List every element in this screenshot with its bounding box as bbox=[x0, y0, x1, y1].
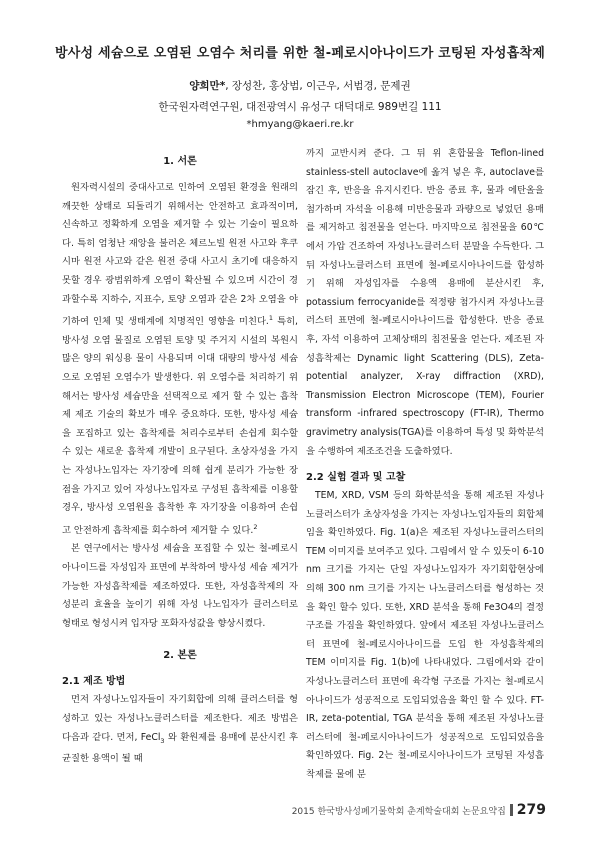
left-column bbox=[62, 145, 298, 769]
methods-continued-paragraph: 까지 교반시켜 준다. 그 뒤 위 혼합물을 Teflon-lined stainless-stell autoclave에 옮겨 넣은 후, autoclave를 잠긴 후, 반응을 유지시킨다. 반응 종료 후, 물과 에탄올을 첨가하며 자석을 이용해 미반응물과 과량으로 넣었던 용매를 제거하고 침전물을 얻는다. 마지막으로 침전물을 60℃에서 가압 건조하여 자성나노클러스터 분말을 수득한다. 그 뒤 자성나노클러스터 표면에 철-페로시아나이드를 합성하기 위해 자성입자를 수용액 용매에 분산시킨 후, potassium ferrocyanide를 적정량 첨가시켜 자성나노클러스터 표면에 철-페로시아나이드를 합성한다. 반응 종료 후, 자석 이용하여 고체상태의 침전물을 얻는다. 제조된 자성흡착제는 Dynamic light Scattering (DLS), Zeta-potential analyzer, X-ray diffraction (XRD), Transmission Electron Microscope (TEM), Fourier transform -infrared spectroscopy (FT-IR), Thermo gravimetry analysis(TGA)를 이용하여 특성 및 화학분석을 수행하여 제조조건을 도출하였다. bbox=[306, 148, 544, 457]
paper-title: 방사성 세슘으로 오염된 오염수 처리를 위한 철-페로시아나이드가 코팅된 자성흡착제 bbox=[55, 46, 545, 61]
right-column bbox=[306, 145, 544, 785]
lead-author: 양희만* bbox=[189, 80, 226, 92]
intro-text-a: 원자력시설의 중대사고로 인하여 오염된 환경을 원래의 깨끗한 상태로 되돌리기 위해서는 안전하고 효과적이며, 신속하고 정확하게 오염을 제거할 수 있는 기술이 필요하다. 특히 엄청난 재앙을 불러온 체르노빌 원전 사고와 후쿠시마 원전 사고와 같은 원전 중대 사고시 초기에 대응하지 못할 경우 광범위하게 오염이 확산될 수 있으며 시간이 경과할수록 지하수, 지표수, 토양 오염과 같은 2차 오염을 야기하여 인체 및 생태계에 치명적인 영향을 미친다. bbox=[62, 182, 298, 328]
subscript-3: 3 bbox=[160, 736, 165, 745]
methods-paragraph bbox=[62, 691, 298, 768]
section-methods-heading: 2.1 제조 방법 bbox=[62, 676, 126, 688]
section-results-heading: 2.2 실험 결과 및 고찰 bbox=[306, 472, 406, 484]
footer-divider bbox=[510, 804, 513, 816]
section-introduction-heading: 1. 서론 bbox=[163, 156, 197, 167]
methods-text-a: 먼저 자성나노입자들이 자기회합에 의해 클러스터를 형성하고 있는 자성나노클러스터를 제조한다. 제조 방법은 다음과 같다. 먼저, FeCl bbox=[62, 694, 298, 743]
intro-paragraph-1 bbox=[62, 179, 298, 540]
page-footer bbox=[292, 802, 546, 818]
author-list bbox=[0, 78, 600, 93]
affiliation: 한국원자력연구원, 대전광역시 유성구 대덕대로 989번길 111 bbox=[158, 101, 442, 113]
intro-text-b: 특히, 방사성 오염 물질로 오염된 토양 및 주거지 시설의 복원시 많은 양의 워싱용 물이 사용되며 이대 대량의 방사성 세슘으로 오염된 오염수가 발생한다. 위 오염수를 처리하기 위해서는 방사성 세슘만을 선택적으로 제거 할 수 있는 흡착제 제조 기술의 확보가 매우 중요하다. 또한, 방사성 세슘을 포집하고 있는 흡착제를 처리수로부터 손쉽게 회수할 수 있는 새로운 흡착제 개발이 요구된다. 초상자성을 가지는 자성나노입자는 자기장에 의해 쉽게 분리가 가능한 장점을 가지고 있어 자성나노입자로 구성된 흡착제를 이용할 경우, 방사성 오염원을 흡착한 후 자기장을 이용하여 손쉽고 안전하게 흡착제를 회수하여 제거할 수 있다. bbox=[62, 316, 298, 536]
methods-text-b: 와 환원제를 용매에 분산시킨 후 균질한 용액이 될 때 bbox=[62, 731, 298, 765]
footer-conference: 2015 한국방사성폐기물학회 춘계학술대회 논문요약집 bbox=[291, 807, 506, 817]
ref-2: 2 bbox=[253, 522, 258, 531]
ref-1: 1 bbox=[268, 314, 274, 323]
co-authors: , 장성찬, 홍상범, 이근우, 서범경, 문제권 bbox=[225, 80, 411, 92]
corresponding-email: *hmyang@kaeri.re.kr bbox=[246, 119, 354, 130]
page-number: 279 bbox=[516, 802, 546, 818]
results-paragraph: TEM, XRD, VSM 등의 화학분석을 통해 제조된 자성나노클러스터가 초상자성을 가지는 자성나노입자들의 회합체임을 확인하였다. Fig. 1(a)은 제조된 자성나노클러스터의 TEM 이미지를 보여주고 있다. 그림에서 알 수 있듯이 6-10 nm 크기를 가지는 단일 자성나노입자가 자기회합현상에 의해 300 nm 크기를 가지는 나노클러스터를 형성하는 것을 확인 할수 있다. 또한, XRD 분석을 통해 Fe3O4의 결정구조를 가짐을 확인하였다. 앞에서 제조된 자성나노클러스터 표면에 철-페로시아나이드를 도입 한 자성흡착제의 TEM 이미지를 Fig. 1(b)에 나타내었다. 그림에서와 같이 자성나노클러스터 표면에 육각형 구조를 가지는 철-페로시아나이드가 성공적으로 도입되었음을 확인 할 수 있다. FT-IR, zeta-potential, TGA 분석을 통해 제조된 자성나노클러스터에 철-페로시아나이드가 성공적으로 도입되었음을 확인하였다. Fig. 2는 철-페로시아나이드가 코팅된 자성흡착제를 물에 분 bbox=[306, 490, 544, 780]
section-body-heading: 2. 본론 bbox=[163, 650, 197, 662]
intro-paragraph-2: 본 연구에서는 방사성 세슘을 포집할 수 있는 철-페로시아나이드를 자성입자 표면에 부착하여 방사성 세슘 제거가 가능한 자성흡착제를 제조하였다. 또한, 자성흡착제의 자성분리 효율을 높이기 위해 자성 나노입자가 클러스터로 형태로 형성시켜 입자당 포화자성값을 향상시켰다. bbox=[62, 543, 298, 629]
